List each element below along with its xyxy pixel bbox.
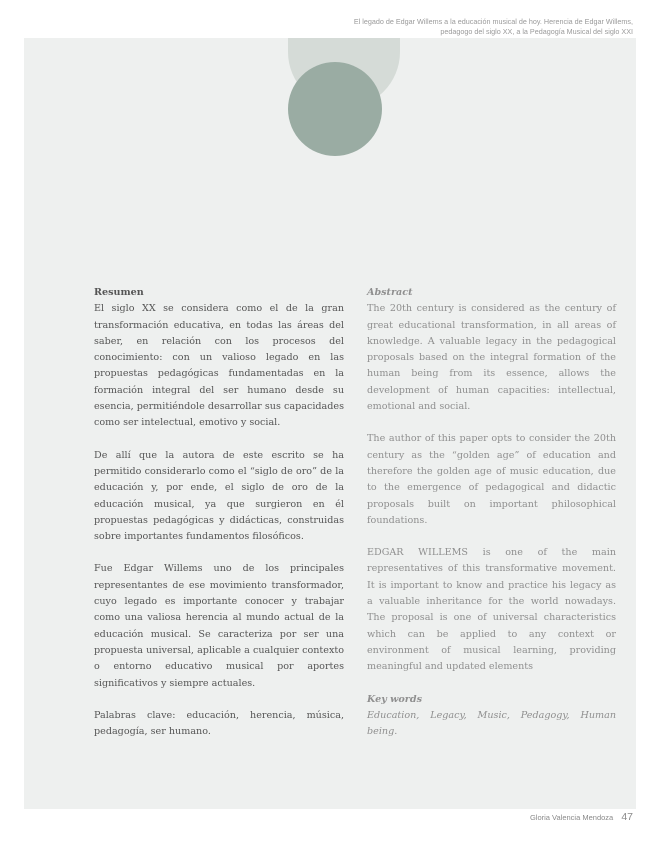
decorative-circle-dark — [288, 62, 382, 156]
abstract-column — [367, 285, 616, 740]
resumen-keywords: Palabras clave: educación, herencia, música, pedagogía, ser humano. — [94, 709, 344, 738]
page-number: 47 — [621, 811, 633, 823]
page-footer — [530, 811, 633, 823]
resumen-paragraph-3: Fue Edgar Willems uno de los principales representantes de ese movimiento transformador, cuyo legado es importante conocer y trabajar como una valiosa herencia al mundo actual de la educación musical. Se caracteriza por ser una propuesta universal, aplicable a cualquier contexto o entorno educativo musical por aportes significativos y siempre actuales. — [94, 563, 344, 689]
resumen-column — [94, 285, 344, 740]
abstract-paragraph-3: EDGAR WILLEMS is one of the main representatives of this transformative movement. It is important to know and practice his legacy as a valuable inheritance for the world nowadays. The proposal is one of universal characteristics which can be applied to any context or environment of musical learning, providing meaningful and updated elements — [367, 547, 616, 673]
abstract-title: Abstract — [367, 287, 413, 298]
keywords-title: Key words — [367, 693, 422, 705]
abstract-paragraph-2: The author of this paper opts to consider the 20th century as the “golden age” of education and therefore the golden age of music education, due to the emergence of pedagogical and didactic proposals built on important philosophical foundations. — [367, 433, 616, 526]
footer-author: Gloria Valencia Mendoza — [529, 813, 614, 822]
resumen-paragraph-1: El siglo XX se considera como el de la gran transformación educativa, en todas las áreas del saber, en relación con los procesos del conocimiento: con un valioso legado en las propuestas pedagógicas fundamentadas en la formación integral del ser humano desde su esencia, permitiéndole desarrollar sus capacidades como ser intelectual, emotivo y social. — [94, 303, 344, 429]
running-header — [213, 17, 633, 37]
resumen-paragraph-2: De allí que la autora de este escrito se ha permitido considerarlo como el “siglo de oro” de la educación y, por ende, el siglo de oro de la educación musical, ya que surgieron en él propuestas pedagógicas y didácticas, construidas sobre importantes fundamentos filosóficos. — [94, 449, 344, 543]
header-line-2: pedagogo del siglo XX, a la Pedagogía Musical del siglo XXI — [440, 27, 633, 36]
header-line-1: El legado de Edgar Willems a la educación musical de hoy. Herencia de Edgar Willems, — [353, 17, 633, 26]
resumen-title: Resumen — [94, 287, 144, 298]
abstract-paragraph-1: The 20th century is considered as the century of great educational transformation, in all areas of knowledge. A valuable legacy in the pedagogical proposals based on the integral formation of the human being from its essence, allows the development of human capacities: intellectual, emotional and social. — [367, 303, 616, 413]
keywords-text: Education, Legacy, Music, Pedagogy, Human being. — [367, 709, 616, 738]
